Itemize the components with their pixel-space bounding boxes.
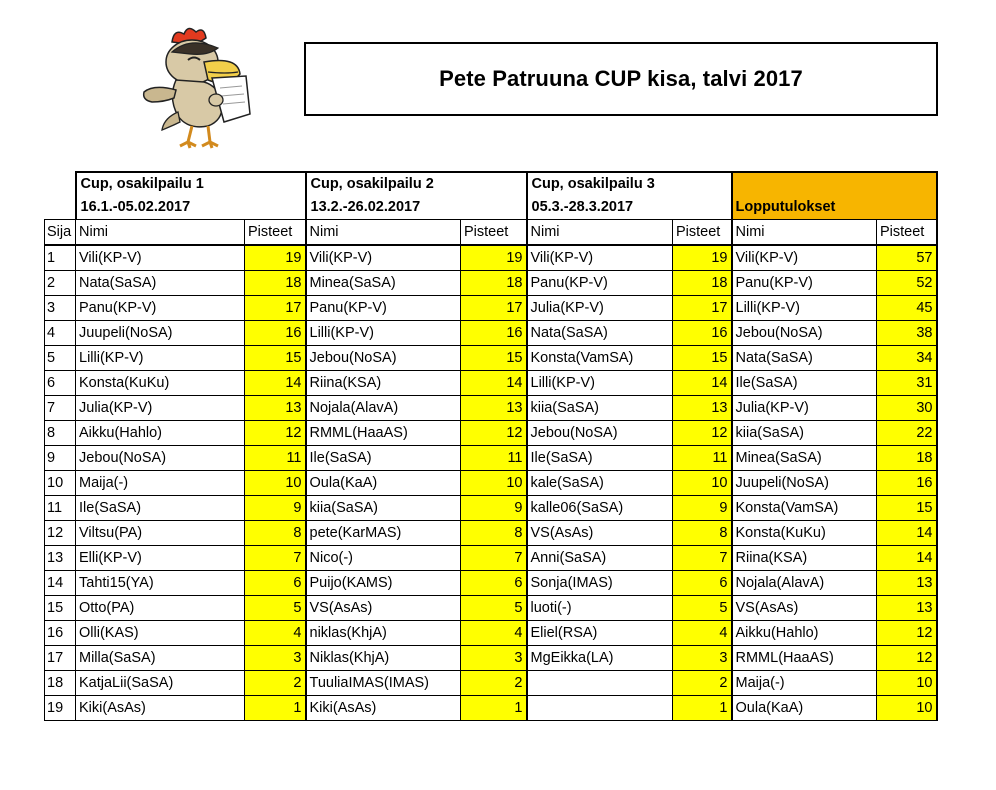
- final-name-cell: Konsta(KuKu): [732, 521, 877, 546]
- c3-points-cell: 18: [673, 271, 732, 296]
- competition-1-dates: 16.1.-05.02.2017: [80, 199, 191, 215]
- c1-name-cell: Ile(SaSA): [76, 496, 245, 521]
- c1-name-cell: Juupeli(NoSA): [76, 321, 245, 346]
- rank-cell: 18: [45, 671, 76, 696]
- c1-points-cell: 9: [245, 496, 306, 521]
- c2-name-cell: Ile(SaSA): [306, 446, 461, 471]
- final-results-header: Lopputulokset: [732, 172, 937, 220]
- competition-2-dates: 13.2.-26.02.2017: [310, 199, 421, 215]
- c3-points-cell: 11: [673, 446, 732, 471]
- c2-name-cell: Oula(KaA): [306, 471, 461, 496]
- c3-name-cell: [527, 696, 673, 721]
- c2-name-cell: niklas(KhjA): [306, 621, 461, 646]
- c1-name-cell: KatjaLii(SaSA): [76, 671, 245, 696]
- rank-cell: 9: [45, 446, 76, 471]
- table-row: [45, 621, 937, 646]
- c1-name-cell: Tahti15(YA): [76, 571, 245, 596]
- c1-points-cell: 15: [245, 346, 306, 371]
- table-row: [45, 496, 937, 521]
- final-points-cell: 57: [877, 245, 937, 271]
- table-row: [45, 346, 937, 371]
- table-row: [45, 471, 937, 496]
- final-points-cell: 10: [877, 671, 937, 696]
- c1-name-cell: Julia(KP-V): [76, 396, 245, 421]
- competition-1-name: Cup, osakilpailu 1: [80, 176, 204, 192]
- table-row: [45, 271, 937, 296]
- c2-name-cell: Kiki(AsAs): [306, 696, 461, 721]
- rank-cell: 19: [45, 696, 76, 721]
- c1-name-cell: Milla(SaSA): [76, 646, 245, 671]
- rank-cell: 14: [45, 571, 76, 596]
- c2-points-cell: 16: [461, 321, 527, 346]
- c1-name-cell: Panu(KP-V): [76, 296, 245, 321]
- c3-points-cell: 14: [673, 371, 732, 396]
- rank-cell: 11: [45, 496, 76, 521]
- c3-points-cell: 1: [673, 696, 732, 721]
- c3-name-cell: Ile(SaSA): [527, 446, 673, 471]
- final-points-cell: 45: [877, 296, 937, 321]
- final-name-cell: Vili(KP-V): [732, 245, 877, 271]
- rank-cell: 13: [45, 546, 76, 571]
- c2-points-cell: 5: [461, 596, 527, 621]
- final-points-cell: 14: [877, 546, 937, 571]
- blank-cell: [45, 172, 76, 220]
- c1-points-cell: 1: [245, 696, 306, 721]
- competition-3-header: [527, 172, 732, 220]
- c1-name-cell: Olli(KAS): [76, 621, 245, 646]
- c2-points-cell: 9: [461, 496, 527, 521]
- final-points-cell: 22: [877, 421, 937, 446]
- c2-points-cell: 4: [461, 621, 527, 646]
- c3-points-cell: 9: [673, 496, 732, 521]
- final-name-cell: RMML(HaaAS): [732, 646, 877, 671]
- c1-name-cell: Lilli(KP-V): [76, 346, 245, 371]
- c2-name-cell: Riina(KSA): [306, 371, 461, 396]
- final-points-cell: 16: [877, 471, 937, 496]
- c2-name-cell: Jebou(NoSA): [306, 346, 461, 371]
- final-name-cell: kiia(SaSA): [732, 421, 877, 446]
- final-name-cell: Nata(SaSA): [732, 346, 877, 371]
- c3-points-cell: 16: [673, 321, 732, 346]
- c2-name-cell: Lilli(KP-V): [306, 321, 461, 346]
- final-points-cell: 12: [877, 621, 937, 646]
- c3-name-cell: Lilli(KP-V): [527, 371, 673, 396]
- final-points-cell: 30: [877, 396, 937, 421]
- c1-points-cell: 12: [245, 421, 306, 446]
- c3-name-cell: Konsta(VamSA): [527, 346, 673, 371]
- c1-name-cell: Kiki(AsAs): [76, 696, 245, 721]
- final-name-cell: Maija(-): [732, 671, 877, 696]
- c2-name-cell: Nojala(AlavA): [306, 396, 461, 421]
- table-row: [45, 396, 937, 421]
- c1-points-cell: 6: [245, 571, 306, 596]
- c3-points-cell: 6: [673, 571, 732, 596]
- title-box: [304, 42, 938, 116]
- competition-2-header: [306, 172, 527, 220]
- c3-name-cell: Anni(SaSA): [527, 546, 673, 571]
- rank-cell: 12: [45, 521, 76, 546]
- c3-points-cell: 19: [673, 245, 732, 271]
- rank-cell: 1: [45, 245, 76, 271]
- final-name-cell: Nojala(AlavA): [732, 571, 877, 596]
- competition-2-name: Cup, osakilpailu 2: [310, 176, 434, 192]
- c2-name-cell: Puijo(KAMS): [306, 571, 461, 596]
- c2-points-cell: 1: [461, 696, 527, 721]
- c3-name-cell: kale(SaSA): [527, 471, 673, 496]
- c2-name-cell: Nico(-): [306, 546, 461, 571]
- c1-points-cell: 11: [245, 446, 306, 471]
- final-points-cell: 52: [877, 271, 937, 296]
- final-name-header: Nimi: [732, 220, 877, 246]
- c1-name-cell: Otto(PA): [76, 596, 245, 621]
- competition-3-name: Cup, osakilpailu 3: [531, 176, 655, 192]
- c2-name-cell: VS(AsAs): [306, 596, 461, 621]
- c3-name-cell: MgEikka(LA): [527, 646, 673, 671]
- c2-name-header: Nimi: [306, 220, 461, 246]
- final-points-cell: 10: [877, 696, 937, 721]
- c3-name-cell: Vili(KP-V): [527, 245, 673, 271]
- table-row: [45, 596, 937, 621]
- rank-cell: 8: [45, 421, 76, 446]
- final-name-cell: Minea(SaSA): [732, 446, 877, 471]
- c1-points-cell: 17: [245, 296, 306, 321]
- c2-name-cell: Vili(KP-V): [306, 245, 461, 271]
- c3-points-cell: 17: [673, 296, 732, 321]
- c1-points-cell: 14: [245, 371, 306, 396]
- c3-points-cell: 13: [673, 396, 732, 421]
- chicken-mascot-icon: [128, 22, 263, 152]
- c2-points-cell: 11: [461, 446, 527, 471]
- c1-points-cell: 8: [245, 521, 306, 546]
- c2-points-header: Pisteet: [461, 220, 527, 246]
- c3-name-cell: Julia(KP-V): [527, 296, 673, 321]
- c3-points-cell: 10: [673, 471, 732, 496]
- c2-points-cell: 18: [461, 271, 527, 296]
- rank-cell: 2: [45, 271, 76, 296]
- c2-points-cell: 15: [461, 346, 527, 371]
- final-name-cell: VS(AsAs): [732, 596, 877, 621]
- rank-cell: 16: [45, 621, 76, 646]
- final-points-cell: 31: [877, 371, 937, 396]
- final-name-cell: Juupeli(NoSA): [732, 471, 877, 496]
- c3-points-cell: 5: [673, 596, 732, 621]
- c1-points-cell: 19: [245, 245, 306, 271]
- final-name-cell: Riina(KSA): [732, 546, 877, 571]
- rank-cell: 4: [45, 321, 76, 346]
- c1-name-cell: Viltsu(PA): [76, 521, 245, 546]
- c3-name-cell: luoti(-): [527, 596, 673, 621]
- c2-name-cell: Niklas(KhjA): [306, 646, 461, 671]
- c1-points-cell: 5: [245, 596, 306, 621]
- table-row: [45, 571, 937, 596]
- table-row: [45, 245, 937, 271]
- c2-name-cell: Minea(SaSA): [306, 271, 461, 296]
- c3-name-cell: VS(AsAs): [527, 521, 673, 546]
- final-points-cell: 13: [877, 571, 937, 596]
- c2-points-cell: 19: [461, 245, 527, 271]
- c3-name-cell: [527, 671, 673, 696]
- table-row: [45, 646, 937, 671]
- c2-points-cell: 6: [461, 571, 527, 596]
- final-name-cell: Oula(KaA): [732, 696, 877, 721]
- final-name-cell: Panu(KP-V): [732, 271, 877, 296]
- c1-points-cell: 3: [245, 646, 306, 671]
- c3-points-cell: 12: [673, 421, 732, 446]
- table-row: [45, 371, 937, 396]
- c3-points-cell: 2: [673, 671, 732, 696]
- rank-cell: 5: [45, 346, 76, 371]
- rank-cell: 3: [45, 296, 76, 321]
- c3-name-cell: Jebou(NoSA): [527, 421, 673, 446]
- c3-points-cell: 8: [673, 521, 732, 546]
- c3-name-header: Nimi: [527, 220, 673, 246]
- c1-name-header: Nimi: [76, 220, 245, 246]
- results-table: [44, 171, 938, 721]
- c3-name-cell: Nata(SaSA): [527, 321, 673, 346]
- c2-points-cell: 14: [461, 371, 527, 396]
- table-row: [45, 671, 937, 696]
- table-row: [45, 521, 937, 546]
- rank-cell: 7: [45, 396, 76, 421]
- c1-name-cell: Maija(-): [76, 471, 245, 496]
- c1-name-cell: Konsta(KuKu): [76, 371, 245, 396]
- c3-points-cell: 3: [673, 646, 732, 671]
- c2-points-cell: 2: [461, 671, 527, 696]
- c2-name-cell: pete(KarMAS): [306, 521, 461, 546]
- rank-cell: 6: [45, 371, 76, 396]
- final-points-cell: 38: [877, 321, 937, 346]
- c1-points-cell: 2: [245, 671, 306, 696]
- c2-points-cell: 3: [461, 646, 527, 671]
- competition-1-header: [76, 172, 306, 220]
- table-row: [45, 696, 937, 721]
- c1-name-cell: Aikku(Hahlo): [76, 421, 245, 446]
- c2-name-cell: RMML(HaaAS): [306, 421, 461, 446]
- final-name-cell: Ile(SaSA): [732, 371, 877, 396]
- final-name-cell: Konsta(VamSA): [732, 496, 877, 521]
- c3-name-cell: Sonja(IMAS): [527, 571, 673, 596]
- final-name-cell: Jebou(NoSA): [732, 321, 877, 346]
- c2-points-cell: 8: [461, 521, 527, 546]
- rank-header: Sija: [45, 220, 76, 246]
- table-row: [45, 321, 937, 346]
- c1-points-cell: 4: [245, 621, 306, 646]
- c3-points-header: Pisteet: [673, 220, 732, 246]
- c1-points-cell: 16: [245, 321, 306, 346]
- table-row: [45, 296, 937, 321]
- c2-points-cell: 17: [461, 296, 527, 321]
- c2-points-cell: 10: [461, 471, 527, 496]
- c1-name-cell: Jebou(NoSA): [76, 446, 245, 471]
- c1-points-cell: 13: [245, 396, 306, 421]
- c1-name-cell: Nata(SaSA): [76, 271, 245, 296]
- c1-name-cell: Vili(KP-V): [76, 245, 245, 271]
- c1-points-header: Pisteet: [245, 220, 306, 246]
- final-points-cell: 12: [877, 646, 937, 671]
- competition-3-dates: 05.3.-28.3.2017: [531, 199, 634, 215]
- rank-cell: 17: [45, 646, 76, 671]
- c3-points-cell: 7: [673, 546, 732, 571]
- c2-points-cell: 13: [461, 396, 527, 421]
- final-points-cell: 18: [877, 446, 937, 471]
- c2-name-cell: TuuliaIMAS(IMAS): [306, 671, 461, 696]
- rank-cell: 15: [45, 596, 76, 621]
- final-points-cell: 13: [877, 596, 937, 621]
- c1-points-cell: 18: [245, 271, 306, 296]
- table-row: [45, 546, 937, 571]
- c3-name-cell: Panu(KP-V): [527, 271, 673, 296]
- final-name-cell: Julia(KP-V): [732, 396, 877, 421]
- c2-name-cell: Panu(KP-V): [306, 296, 461, 321]
- c3-name-cell: Eliel(RSA): [527, 621, 673, 646]
- rank-cell: 10: [45, 471, 76, 496]
- table-row: [45, 421, 937, 446]
- c1-points-cell: 7: [245, 546, 306, 571]
- final-points-cell: 15: [877, 496, 937, 521]
- final-name-cell: Lilli(KP-V): [732, 296, 877, 321]
- c3-points-cell: 15: [673, 346, 732, 371]
- final-points-cell: 34: [877, 346, 937, 371]
- final-points-header: Pisteet: [877, 220, 937, 246]
- c3-name-cell: kiia(SaSA): [527, 396, 673, 421]
- c2-name-cell: kiia(SaSA): [306, 496, 461, 521]
- final-name-cell: Aikku(Hahlo): [732, 621, 877, 646]
- final-points-cell: 14: [877, 521, 937, 546]
- table-row: [45, 446, 937, 471]
- c1-points-cell: 10: [245, 471, 306, 496]
- page-title: Pete Patruuna CUP kisa, talvi 2017: [439, 66, 803, 91]
- c1-name-cell: Elli(KP-V): [76, 546, 245, 571]
- c3-points-cell: 4: [673, 621, 732, 646]
- c2-points-cell: 7: [461, 546, 527, 571]
- c2-points-cell: 12: [461, 421, 527, 446]
- c3-name-cell: kalle06(SaSA): [527, 496, 673, 521]
